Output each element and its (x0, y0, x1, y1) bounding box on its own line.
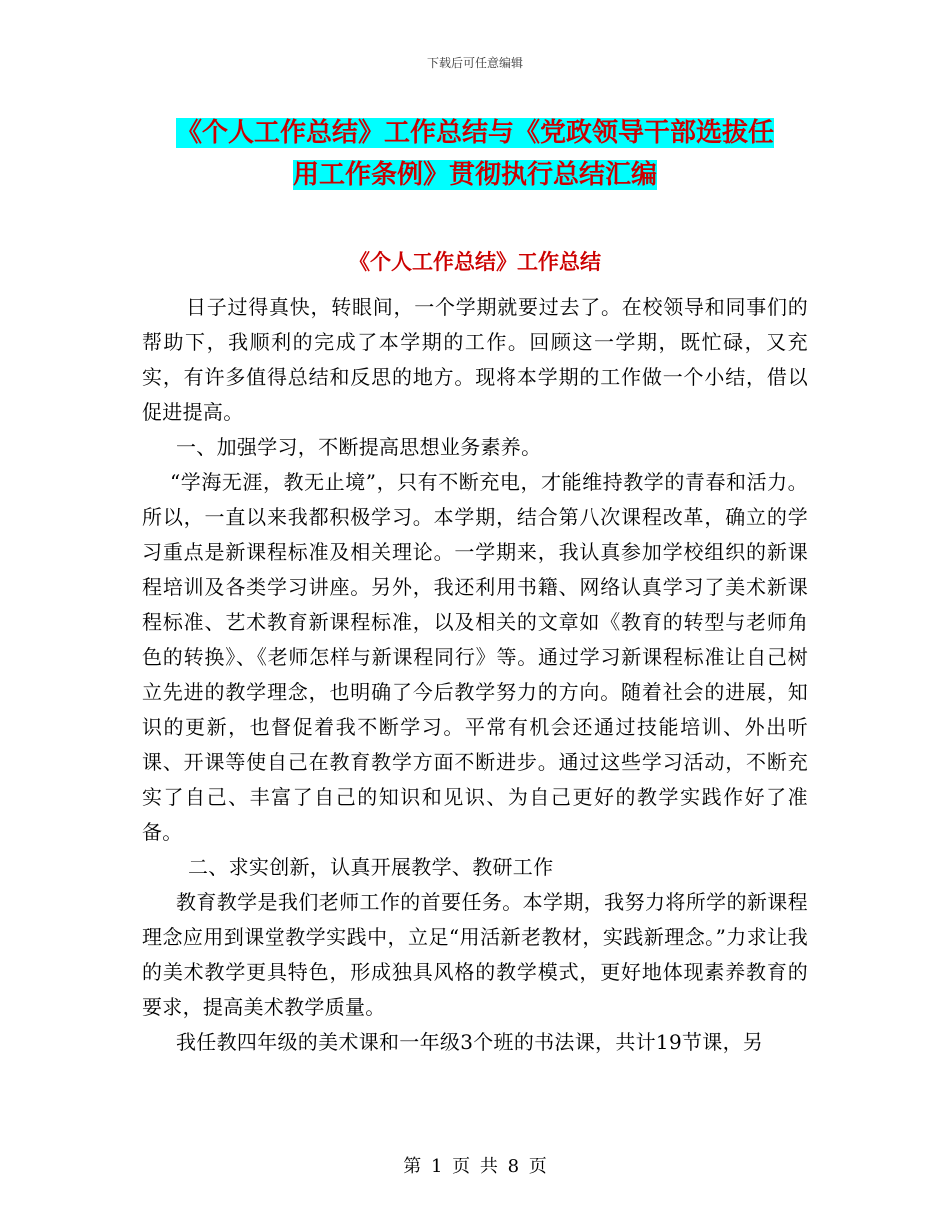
heading-one: 一、加强学习，不断提高思想业务素养。 (176, 435, 542, 459)
paragraph-study: “学海无涯，教无止境”，只有不断充电，才能维持教学的青春和活力。所以，一直以来我都积极学习。本学期，结合第八次课程改革，确立的学习重点是新课程标准及相关理论。一学期来，我认真参加学校组织的新课程培训及各类学习讲座。另外，我还利用书籍、网络认真学习了美术新课程标准、艺术教育新课程标准，以及相关的文章如《教育的转型与老师角色的转换》、《老师怎样与新课程同行》等。通过学习新课程标准让自己树立先进的教学理念，也明确了今后教学努力的方向。随着社会的进展，知识的更新，也督促着我不断学习。平常有机会还通过技能培训、外出听课、开课等使自己在教育教学方面不断进步。通过这些学习活动，不断充实了自己、丰富了自己的知识和见识、为自己更好的教学实践作好了准备。 (142, 470, 808, 844)
document-title-line-1: 《个人工作总结》工作总结与《党政领导干部选拔任 (175, 118, 774, 148)
document-title-line-2: 用工作条例》贯彻执行总结汇编 (292, 160, 657, 190)
paragraph-teaching: 教育教学是我们老师工作的首要任务。本学期，我努力将所学的新课程理念应用到课堂教学实践中，立足“用活新老教材，实践新理念。”力求让我的美术教学更具特色，形成独具风格的教学模式，更好地体现素养教育的要求，提高美术教学质量。 (142, 890, 808, 1019)
paragraph-courses: 我任教四年级的美术课和一年级3个班的书法课，共计19节课，另 (176, 1030, 764, 1054)
document-title (140, 112, 810, 196)
body-text (142, 290, 808, 1060)
page-number: 第 1 页 共 8 页 (403, 1156, 547, 1177)
paragraph-intro: 日子过得真快，转眼间，一个学期就要过去了。在校领导和同事们的帮助下，我顺利的完成了本学期的工作。回顾这一学期，既忙碌，又充实，有许多值得总结和反思的地方。现将本学期的工作做一个小结，借以促进提高。 (142, 295, 808, 424)
section-title: 《个人工作总结》工作总结 (349, 250, 601, 274)
header-note: 下载后可任意编辑 (426, 56, 523, 70)
heading-two: 二、求实创新，认真开展教学、教研工作 (188, 855, 554, 879)
